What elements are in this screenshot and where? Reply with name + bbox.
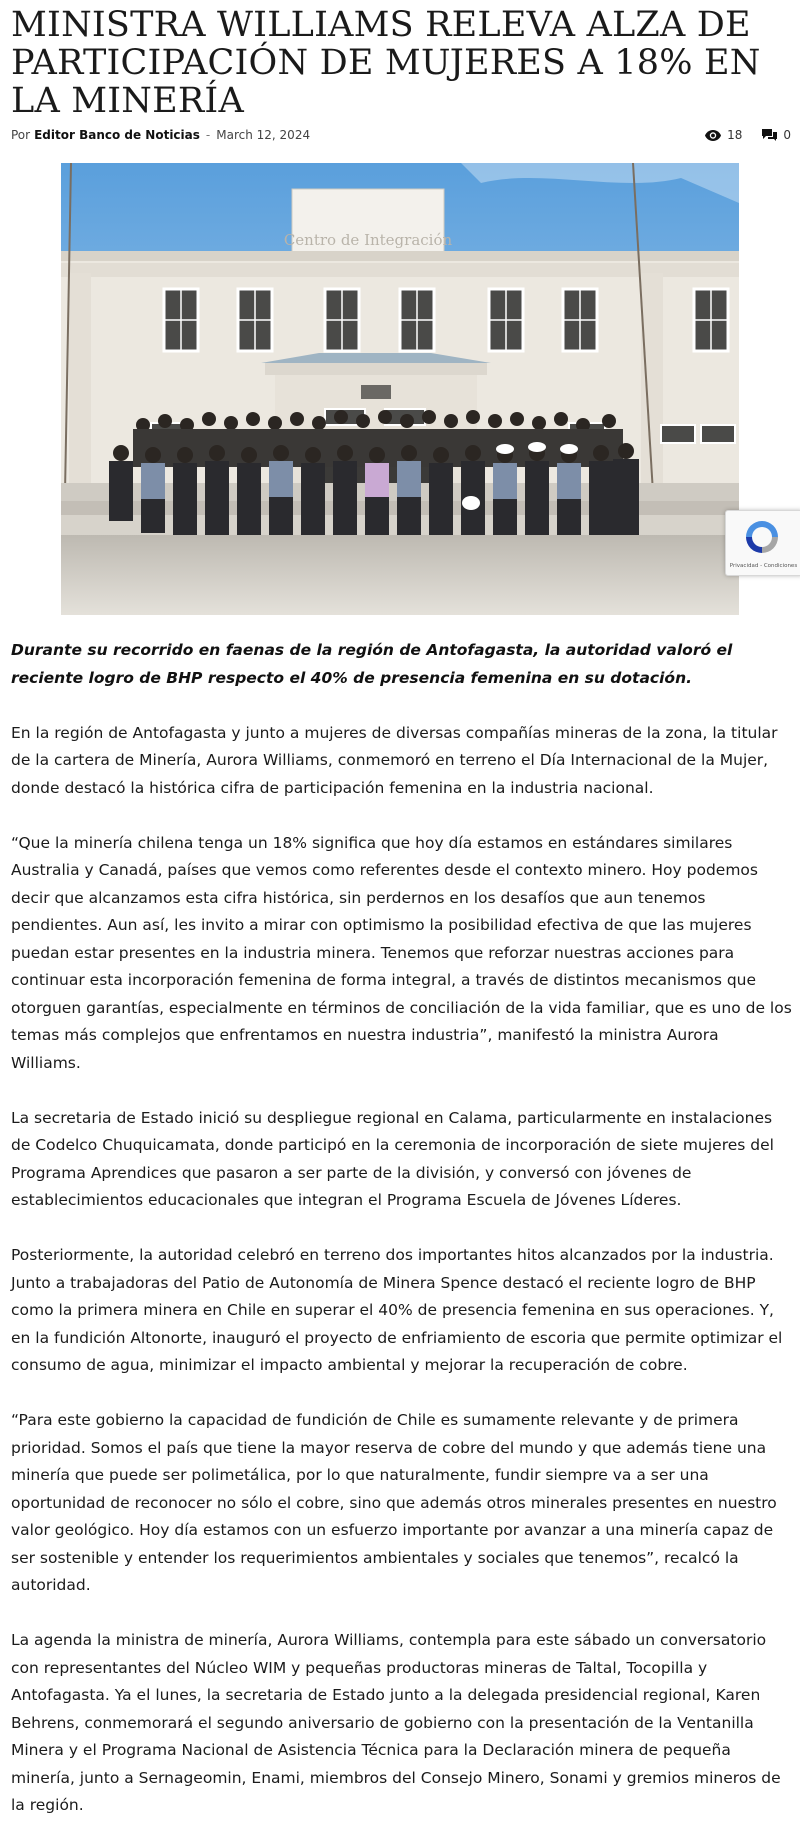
comments-icon [762,129,777,141]
paragraph: La secretaria de Estado inició su despliegue regional en Calama, particularmente en instalaciones de Codelco Chuquicamata, donde participó en la ceremonia de incorporación de siete mujeres del Programa Aprendices que pasaron a ser parte de la división, y conversó con jóvenes de establecimientos educacionales que integran el Programa Escuela de Jóvenes Líderes. [11,1108,774,1209]
paragraph: En la región de Antofagasta y junto a mujeres de diversas compañías mineras de la zona, la titular de la cartera de Minería, Aurora Williams, conmemoró en terreno el Día Internacional de la Mujer, donde destacó la histórica cifra de participación femenina en la industria nacional. [11,723,778,797]
views-value: 18 [727,128,743,142]
recaptcha-footer[interactable]: Privacidad - Condiciones [729,563,798,569]
post-date: March 12, 2024 [216,128,311,142]
views-count [705,128,742,142]
recaptcha-badge[interactable] [725,510,800,576]
article-body [11,637,793,1847]
paragraph: “Para este gobierno la capacidad de fundición de Chile es sumamente relevante y de primera prioridad. Somos el país que tiene la mayor reserva de cobre del mundo y que además tiene una minería que puede ser polimetálica, por lo que naturalmente, fundir siempre va a ser una oportunidad de reconocer no sólo el cobre, sino que además otros minerales presentes en nuestro valor geológico. Hoy día estamos con un esfuerzo importante por avanzar a una minería capaz de ser sostenible y entender los requerimientos ambientales y sociales que tenemos”, recalcó la autoridad. [11,1411,777,1594]
eye-icon [705,130,721,141]
paragraph: “Que la minería chilena tenga un 18% significa que hoy día estamos en estándares similares Australia y Canadá, países que vemos como referentes desde el contexto minero. Hoy podemos decir que alcanzamos esta cifra histórica, sin perdernos en los desafíos que aun tenemos pendientes. Aun así, les invito a mirar con optimismo la posibilidad efectiva de que las mujeres puedan estar presentes en la industria minera. Tenemos que reforzar nuestras acciones para continuar esta incorporación femenina de forma integral, a través de distintos mecanismos que otorguen garantías, especialmente en términos de conciliación de la vida familiar, que es uno de los temas más complejos que enfrentamos en nuestra industria”, manifestó la ministra Aurora Williams. [11,833,792,1072]
article-header [11,0,791,120]
article-lead: Durante su recorrido en faenas de la región de Antofagasta, la autoridad valoró el reciente logro de BHP respecto el 40% de presencia femenina en su dotación. [11,641,733,687]
group-photo-image [61,163,739,615]
comments-count[interactable] [762,128,791,142]
roof-sign-text: Centro de Integración [283,231,453,249]
meta-separator: - [205,128,211,142]
recaptcha-icon [742,517,782,557]
comments-value: 0 [783,128,791,142]
article-title: MINISTRA WILLIAMS RELEVA ALZA DE PARTICIPACIÓN DE MUJERES A 18% EN LA MINERÍA [11,5,761,121]
post-stats [705,128,791,142]
author-link[interactable]: Editor Banco de Noticias [34,128,200,142]
paragraph: La agenda la ministra de minería, Aurora Williams, contempla para este sábado un conversatorio con representantes del Núcleo WIM y pequeñas productoras mineras de Taltal, Tocopilla y Antofagasta. Ya el lunes, la secretaria de Estado junto a la delegada presidencial regional, Karen Behrens, conmemorará el segundo aniversario de gobierno con la presentación de la Ventanilla Minera y el Programa Nacional de Asistencia Técnica para la Declaración minera de pequeña minería, junto a Sernageomin, Enami, miembros del Consejo Minero, Sonami y gremios mineros de la región. [11,1631,781,1814]
article-photo [61,163,739,615]
paragraph: Posteriormente, la autoridad celebró en terreno dos importantes hitos alcanzados por la industria. Junto a trabajadoras del Patio de Autonomía de Minera Spence destacó el reciente logro de BHP como la primera minera en Chile en superar el 40% de presencia femenina en sus operaciones. Y, en la fundición Altonorte, inauguró el proyecto de enfriamiento de escoria que permite optimizar el consumo de agua, minimizar el impacto ambiental y mejorar la recuperación de cobre. [11,1246,783,1374]
by-label: Por [11,128,31,142]
article-meta [11,128,791,146]
